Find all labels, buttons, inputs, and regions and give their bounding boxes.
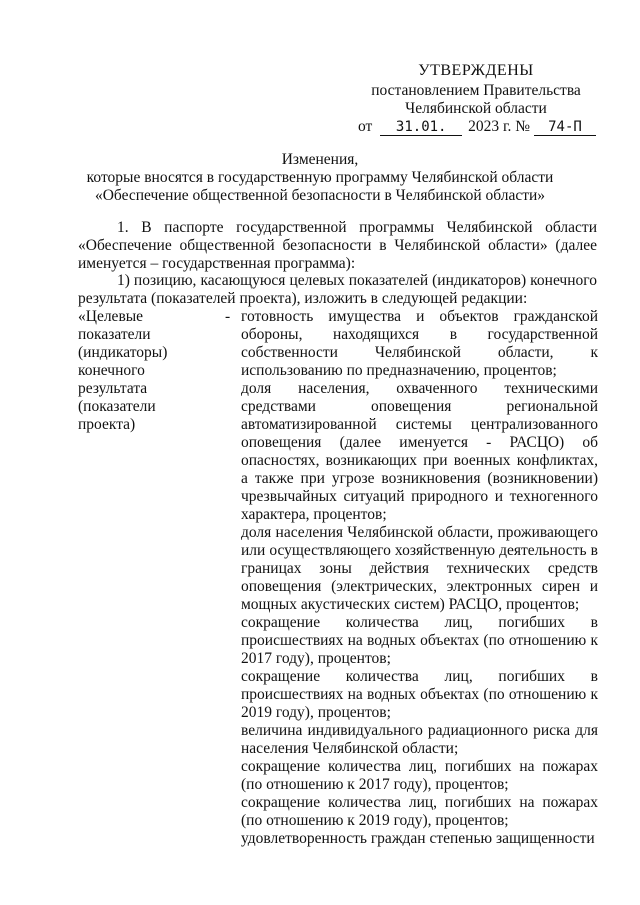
paragraph-2: 1) позицию, касающуюся целевых показателей (индикаторов) конечного результата (показателей проекта), изложить в следующей редакции: xyxy=(78,272,597,307)
indicator-list xyxy=(241,308,598,848)
paragraph-1: 1. В паспорте государственной программы Челябинской области «Обеспечение общественной безопасности в Челябинской области» (далее именуется – государственная программа): xyxy=(78,219,597,272)
indicator-item: готовность имущества и объектов гражданской обороны, находящихся в государственной собственности Челябинской области, к использованию по предназначению, процентов; xyxy=(241,308,598,379)
indicator-label-line: конечного xyxy=(78,362,145,379)
indicator-item: величина индивидуального радиационного риска для населения Челябинской области; xyxy=(241,722,598,757)
separator-dash: - xyxy=(225,308,231,325)
date-value: 31.01. xyxy=(380,119,462,136)
indicator-label-column xyxy=(78,308,218,434)
indicator-item: доля населения, охваченного техническими средствами оповещения региональной автоматизированной системы централизованного оповещения (далее именуется - РАСЦО) об опасностях, возникающих при военных конфликтах, а также при угрозе возникновения (возникновении) чрезвычайных ситуаций природного и техногенного характера, процентов; xyxy=(241,380,598,523)
indicator-label-line: проекта) xyxy=(78,416,136,433)
indicator-item: сокращение количества лиц, погибших в происшествиях на водных объектах (по отношению к 2019 году), процентов; xyxy=(241,668,598,721)
title-line-3: «Обеспечение общественной безопасности в Челябинской области» xyxy=(94,187,546,204)
approval-line-1: постановлением Правительства xyxy=(371,82,581,99)
indicator-item: сокращение количества лиц, погибших на пожарах (по отношению к 2017 году), процентов; xyxy=(241,758,598,793)
indicator-label-line: (показатели xyxy=(78,398,156,415)
indicator-label-line: «Целевые xyxy=(78,308,144,325)
indicator-item: удовлетворенность граждан степенью защищенности xyxy=(241,830,595,847)
indicator-label-line: показатели xyxy=(78,326,151,343)
document-title xyxy=(60,151,580,205)
title-line-2: которые вносятся в государственную программу Челябинской области xyxy=(86,169,554,186)
indicator-label-line: (индикаторы) xyxy=(78,344,168,361)
indicator-item: сокращение количества лиц, погибших на пожарах (по отношению к 2019 году), процентов; xyxy=(241,794,598,829)
approval-line-2: Челябинской области xyxy=(405,100,547,117)
date-prefix: от xyxy=(358,118,373,135)
approval-date-row xyxy=(358,118,598,136)
approval-stamp xyxy=(358,62,594,118)
indicator-label-line: результата xyxy=(78,380,148,397)
indicator-item: сокращение количества лиц, погибших в происшествиях на водных объектах (по отношению к 2017 году), процентов; xyxy=(241,614,598,667)
indicator-item: доля населения Челябинской области, проживающего или осуществляющего хозяйственную деятельность в границах зоны действия технических средств оповещения (электрических, электронных сирен и мощных акустических систем) РАСЦО, процентов; xyxy=(241,524,598,613)
title-line-1: Изменения, xyxy=(281,151,359,168)
year-text: 2023 г. № xyxy=(468,118,531,135)
approved-heading: УТВЕРЖДЕНЫ xyxy=(418,62,534,79)
document-number: 74-П xyxy=(534,119,596,136)
